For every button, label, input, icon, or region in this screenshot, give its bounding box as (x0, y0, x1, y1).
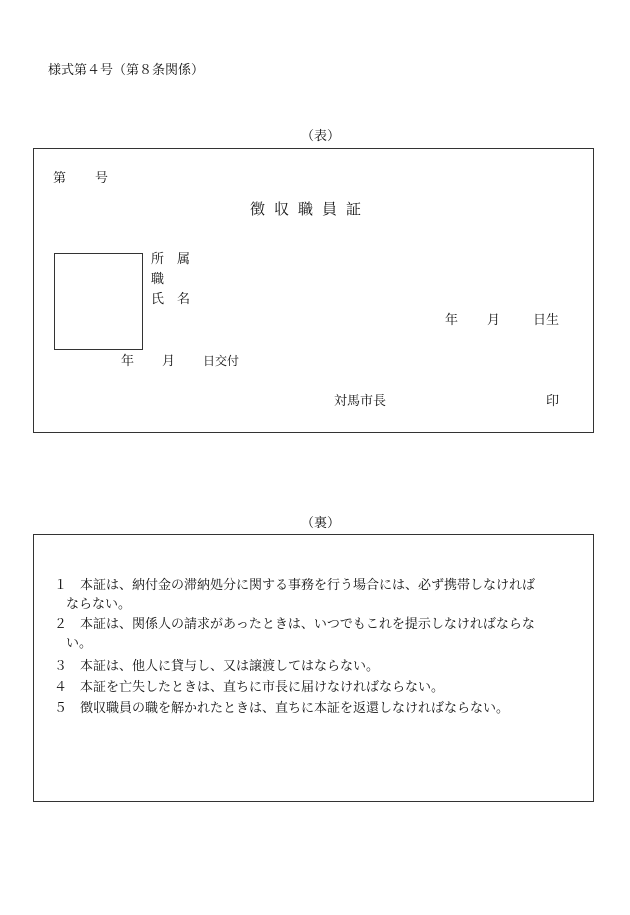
note-number: ４ (54, 680, 68, 695)
note-item (54, 699, 590, 718)
field-name: 氏名 (151, 292, 204, 307)
card-title: 徴収職員証 (250, 200, 371, 218)
seal-mark: 印 (546, 394, 560, 409)
note-text: 本証を亡失したときは、直ちに市長に届けなければならない。 (80, 680, 445, 695)
issued-year: 年 (121, 354, 135, 369)
note-text: 本証は、納付金の滞納処分に関する事務を行う場合には、必ず携帯しなければ (80, 578, 536, 593)
form-number: 様式第４号（第８条関係） (48, 63, 205, 78)
note-text-continued: い。 (66, 636, 93, 651)
note-text-continued: ならない。 (66, 597, 132, 612)
photo-box (54, 253, 143, 350)
note-number: ２ (54, 617, 68, 632)
note-text: 本証は、関係人の請求があったときは、いつでもこれを提示しなければならな (80, 617, 535, 632)
issued-month: 月 (162, 354, 176, 369)
note-number: １ (54, 578, 68, 593)
certificate-number-label: 第 (53, 171, 67, 186)
field-affiliation: 所属 (151, 252, 204, 267)
field-position: 職 (151, 272, 165, 287)
note-item (54, 576, 590, 614)
issued-day: 日交付 (203, 354, 240, 368)
note-text: 本証は、他人に貸与し、又は譲渡してはならない。 (80, 659, 380, 674)
note-item (54, 615, 590, 653)
birth-day: 日生 (533, 313, 560, 328)
note-number: ３ (54, 659, 68, 674)
back-side-label: （裏） (301, 516, 341, 531)
note-item (54, 657, 590, 676)
note-number: ５ (54, 701, 68, 716)
issuer: 対馬市長 (334, 394, 387, 409)
birth-month: 月 (487, 313, 501, 328)
note-text: 徴収職員の職を解かれたときは、直ちに本証を返還しなければならない。 (80, 701, 510, 716)
certificate-number-suffix: 号 (95, 171, 109, 186)
note-item (54, 678, 590, 697)
birth-year: 年 (445, 313, 459, 328)
front-side-label: （表） (301, 129, 341, 144)
